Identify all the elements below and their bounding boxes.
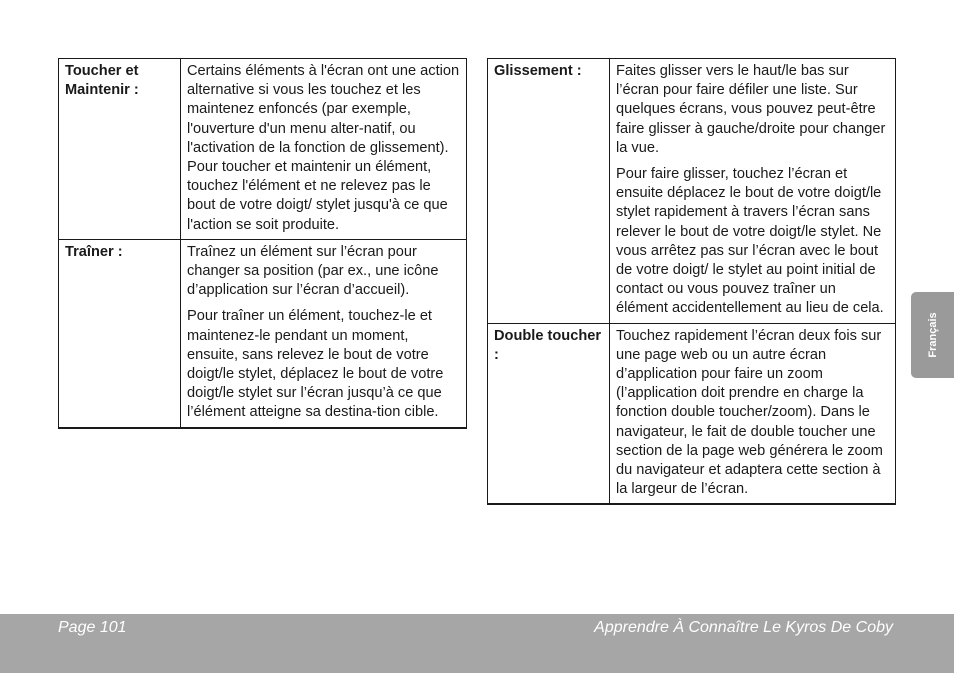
- description-paragraph: Traînez un élément sur l’écran pour changer sa position (par ex., une icône d’application sur l’écran d’accueil).: [187, 243, 439, 299]
- table-row: [59, 59, 467, 240]
- description-paragraph: Faites glisser vers le haut/le bas sur l’écran pour faire défiler une liste. Sur quelques écrans, vous pouvez peut-être faire glisser à gauche/droite pour changer la vue.: [616, 63, 886, 156]
- gesture-description: [181, 59, 467, 240]
- gesture-description: [181, 239, 467, 427]
- page-footer: [0, 614, 954, 673]
- gesture-description: [610, 59, 896, 324]
- gesture-table-right: [487, 58, 896, 505]
- gesture-term: Traîner :: [59, 239, 181, 427]
- description-paragraph: Touchez rapidement l’écran deux fois sur une page web ou un autre écran d’application pour faire un zoom (l’application doit prendre en charge la fonction double toucher/zoom). Dans le navigateur, le fait de double toucher une section de la page web générera le zoom du navigateur et adaptera cette section à la largeur de l’écran.: [616, 327, 883, 498]
- language-tab-label: Français: [926, 312, 939, 358]
- gesture-table-left: [58, 58, 467, 429]
- gesture-term: Glissement :: [488, 59, 610, 324]
- table-row: [59, 239, 467, 427]
- table-row: [488, 323, 896, 504]
- gesture-term: Toucher et Maintenir :: [59, 59, 181, 240]
- running-title: Apprendre À Connaître Le Kyros De Coby: [594, 619, 893, 636]
- table-row: [488, 59, 896, 324]
- gesture-description: [610, 323, 896, 504]
- gesture-term: Double toucher :: [488, 323, 610, 504]
- language-tab: [911, 292, 954, 378]
- description-paragraph: Pour traîner un élément, touchez-le et maintenez-le pendant un moment, ensuite, sans relevez le bout de votre doigt/le stylet, déplacez le bout de votre doigt/le stylet sur l’écran jusqu’à ce que l’élément atteigne sa destina-tion cible.: [187, 308, 444, 421]
- description-paragraph: Certains éléments à l'écran ont une action alternative si vous les touchez et les maintenez enfoncés (par exemple, l'ouverture d'un menu alter-natif, ou l'activation de la fonction de glissement). Pour toucher et maintenir un élément, touchez l'élément et ne relevez pas le bout de votre doigt/ stylet jusqu'à ce que l'action se soit produite.: [187, 63, 460, 233]
- description-paragraph: Pour faire glisser, touchez l’écran et ensuite déplacez le bout de votre doigt/le stylet rapidement à travers l’écran sans relever le bout de votre doigt/le stylet. Ne vous arrêtez pas sur l’écran avec le bout de votre doigt/ le stylet au point initial de contact ou vous pouvez traîner un élément accidentellement au lieu de cela.: [616, 166, 884, 317]
- page-number: Page 101: [58, 619, 127, 636]
